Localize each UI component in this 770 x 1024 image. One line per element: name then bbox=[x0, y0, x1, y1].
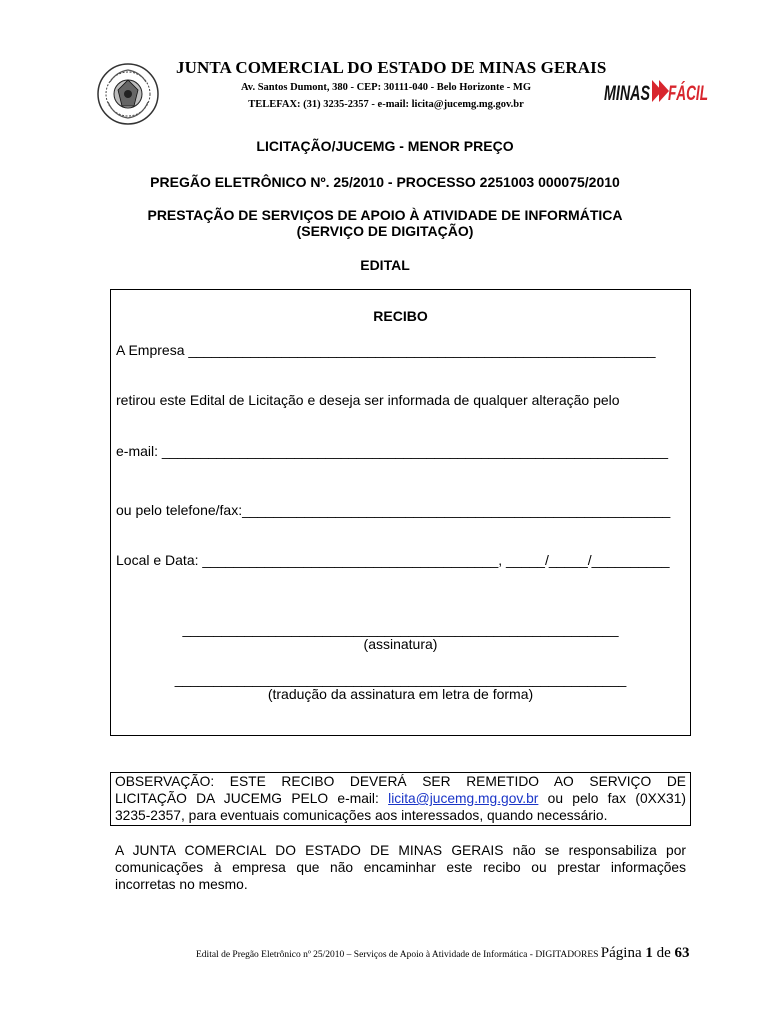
observacao-line-2-post: ou pelo fax (0XX31) bbox=[538, 791, 686, 806]
coat-of-arms-seal bbox=[96, 62, 160, 126]
email-field: e-mail: _________________________________________________________________ bbox=[116, 443, 668, 459]
disclaimer-line-1: A JUNTA COMERCIAL DO ESTADO DE MINAS GERAIS não se responsabiliza por bbox=[115, 843, 686, 858]
org-address: Av. Santos Dumont, 380 - CEP: 30111-040 - Belo Horizonte - MG bbox=[240, 82, 531, 93]
traducao-label: (tradução da assinatura em letra de forma) bbox=[267, 686, 534, 702]
title-pregao: PREGÃO ELETRÔNICO Nº. 25/2010 - PROCESSO 2251003 000075/2010 bbox=[150, 174, 620, 190]
minas-facil-logo bbox=[604, 70, 708, 112]
footer-text: Edital de Pregão Eletrônico nº 25/2010 – Serviços de Apoio à Atividade de Informática - DIGITADORES bbox=[196, 950, 601, 960]
svg-text:FÁCIL: FÁCIL bbox=[668, 82, 708, 105]
retirou-text: retirou este Edital de Licitação e deseja ser informada de qualquer alteração pelo bbox=[116, 392, 620, 408]
footer-page-number: 1 bbox=[645, 945, 653, 961]
title-licitacao: LICITAÇÃO/JUCEMG - MENOR PREÇO bbox=[256, 138, 514, 154]
disclaimer-line-3: incorretas no mesmo. bbox=[115, 877, 248, 892]
observacao-line-1: OBSERVAÇÃO: ESTE RECIBO DEVERÁ SER REMETIDO AO SERVIÇO DE bbox=[115, 774, 686, 789]
local-data-field: Local e Data: ______________________________________, _____/_____/__________ bbox=[116, 552, 670, 568]
observacao-line-2 bbox=[115, 791, 686, 806]
footer-de: de bbox=[652, 945, 675, 961]
observacao-line-3: 3235-2357, para eventuais comunicações aos interessados, quando necessário. bbox=[115, 808, 608, 823]
disclaimer-line-2: comunicações à empresa que não encaminhar este recibo ou prestar informações bbox=[115, 860, 686, 875]
assinatura-label: (assinatura) bbox=[363, 636, 438, 652]
org-telefax: TELEFAX: (31) 3235-2357 - e-mail: licita@jucemg.mg.gov.br bbox=[248, 99, 524, 110]
traducao-line: __________________________________________________________ bbox=[174, 671, 627, 687]
telefone-field: ou pelo telefone/fax:_______________________________________________________ bbox=[116, 502, 671, 518]
page-footer bbox=[196, 944, 690, 962]
assinatura-line: ________________________________________________________ bbox=[182, 621, 619, 637]
title-servico: (SERVIÇO DE DIGITAÇÃO) bbox=[296, 223, 474, 239]
recibo-heading: RECIBO bbox=[373, 308, 428, 324]
title-edital: EDITAL bbox=[360, 257, 410, 273]
email-link[interactable]: licita@jucemg.mg.gov.br bbox=[388, 791, 539, 806]
footer-total-pages: 63 bbox=[674, 945, 690, 961]
footer-pagina-label: Página bbox=[600, 945, 646, 961]
svg-text:MINAS: MINAS bbox=[604, 82, 650, 105]
observacao-line-2-pre: LICITAÇÃO DA JUCEMG PELO e-mail: bbox=[115, 791, 389, 806]
org-name: JUNTA COMERCIAL DO ESTADO DE MINAS GERAIS bbox=[176, 58, 607, 77]
title-prestacao: PRESTAÇÃO DE SERVIÇOS DE APOIO À ATIVIDADE DE INFORMÁTICA bbox=[147, 207, 623, 223]
empresa-field: A Empresa ____________________________________________________________ bbox=[116, 342, 656, 358]
